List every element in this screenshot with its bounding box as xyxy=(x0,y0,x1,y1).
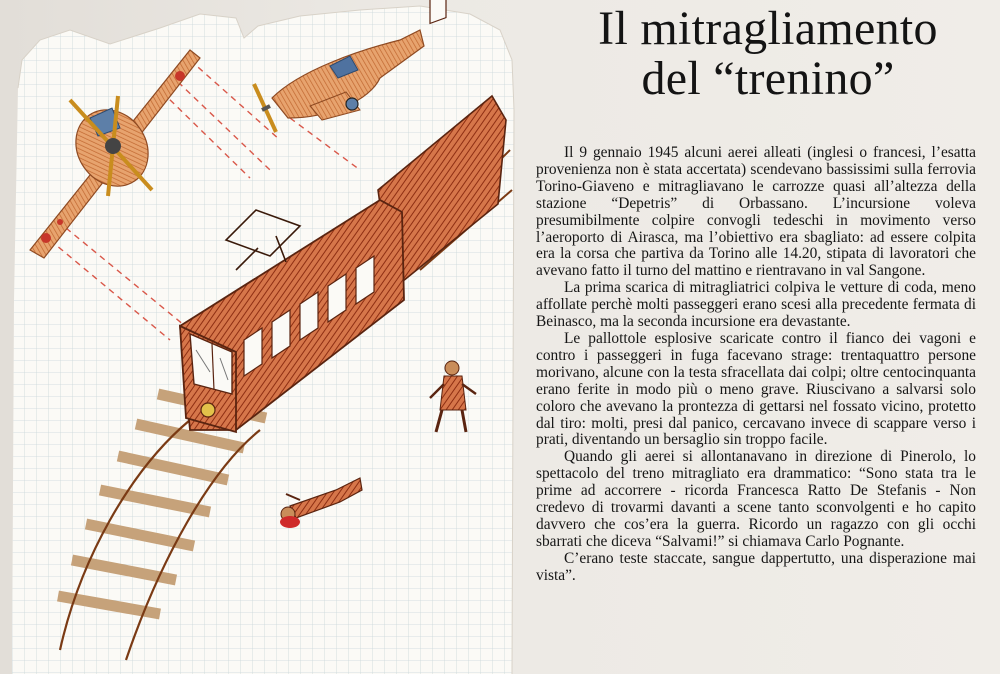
paragraph-5: C’erano teste staccate, sangue dappertutto, una disperazione mai vista”. xyxy=(536,549,976,584)
paragraph-1: Il 9 gennaio 1945 alcuni aerei alleati (inglesi o francesi, l’esatta provenienza non è stata accertata) scendevano bassissimi sulla ferrovia Torino-Giaveno e mitragliavano le carrozze quasi all’altezza della stazione “Depetris” di Orbassano. L’incursione voleva presumibilmente colpire convogli tedeschi in movimento verso l’aeroporto di Airasca, ma l’obiettivo era sbagliato: ad essere colpita era la corsa che partiva da Torino alle 14.20, stipata di lavoratori che avevano fatto il turno del mattino e rientravano in val Sangone. xyxy=(536,144,976,280)
paragraph-4: Quando gli aerei si allontanavano in direzione di Pinerolo, lo spettacolo del treno mitragliato era drammatico: “Sono stata tra le prime ad accorrere - ricorda Francesca Ratto De Stefanis - Non credevo di trovarmi davanti a scene tanto sconvolgenti e ho capito davvero che cos’era la guerra. Ricordo un ragazzo con gli occhi sbarrati che diceva “Salvami!” si chiamava Carlo Pognante. xyxy=(536,448,976,550)
article-body xyxy=(536,145,976,585)
paragraph-2: La prima scarica di mitragliatrici colpiva le vetture di coda, meno affollate perchè molti passeggeri erano scesi alla precedente fermata di Beinasco, ma la seconda incursione era devastante. xyxy=(536,279,976,331)
article-title-line-2: del “trenino” xyxy=(641,52,895,105)
paragraph-3: Le pallottole esplosive scaricate contro il fianco dei vagoni e contro i passeggeri in fuga facevano strage: trentaquattro persone morivano, alcune con la testa sfracellata dai colpi; oltre centocinquanta erano ferite in modo più o meno grave. Riuscivano a salvarsi solo coloro che avevano la prontezza di gettarsi nel fossato vicino, protetto dal tiro: molti, presi dal panico, cercavano invece di scappare verso i prati, diventando un bersaglio sin troppo facile. xyxy=(536,329,976,449)
article-title xyxy=(548,4,988,104)
article-title-line-1: Il mitragliamento xyxy=(598,2,938,55)
